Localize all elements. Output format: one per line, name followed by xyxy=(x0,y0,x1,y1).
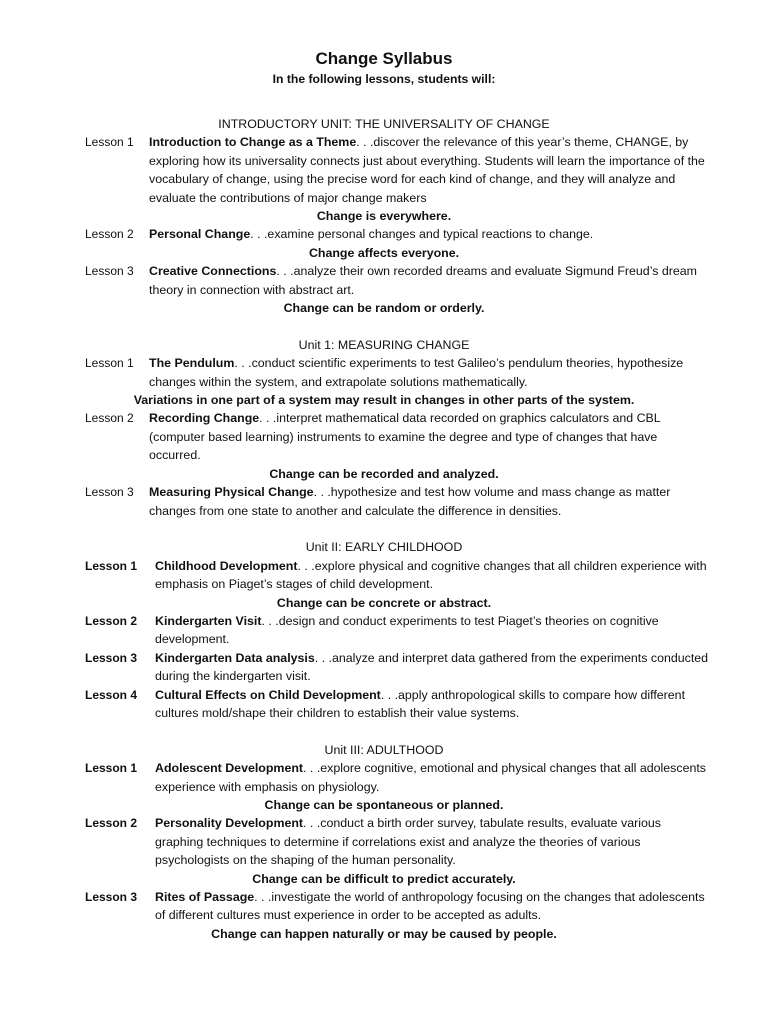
lesson-text: . . .explore cognitive, emotional and physical changes that all adolescents experience with emphasis on physiology. xyxy=(155,761,706,794)
lesson-number: Lesson 1 xyxy=(85,356,134,371)
lesson-text: . . .conduct scientific experiments to test Galileo’s pendulum theories, hypothesize changes within the system, and extrapolate solutions mathematically. xyxy=(149,356,684,389)
lesson-theme: Variations in one part of a system may result in changes in other parts of the system. xyxy=(133,393,635,408)
lesson-text: . . .hypothesize and test how volume and mass change as matter changes from one state to another and calculate the difference in densities. xyxy=(149,485,671,518)
lesson-number: Lesson 2 xyxy=(85,411,134,426)
lesson-title: Kindergarten Visit xyxy=(155,613,262,628)
lesson-description xyxy=(155,814,709,869)
lesson-number: Lesson 2 xyxy=(85,613,138,628)
unit-introductory xyxy=(0,115,768,317)
lesson-description xyxy=(149,225,709,243)
lesson-number: Lesson 3 xyxy=(85,650,138,665)
lesson-item xyxy=(0,649,768,686)
lesson-text: . . .discover the relevance of this year’s theme, CHANGE, by exploring how its universality connects just about everything. Students will learn the importance of the vocabulary of change, using the precise word for each kind of change, and they will analyze and evaluate the contributions of major change makers xyxy=(149,135,705,205)
lesson-theme: Change can be spontaneous or planned. xyxy=(264,797,504,812)
lesson-description xyxy=(155,686,709,723)
lesson-title: Personal Change xyxy=(149,227,251,242)
lesson-theme: Change can be concrete or abstract. xyxy=(276,595,492,610)
lesson-number: Lesson 1 xyxy=(85,761,138,776)
lesson-theme: Change affects everyone. xyxy=(308,245,460,260)
lesson-text: . . .investigate the world of anthropology focusing on the changes that adolescents of different cultures must experience in order to be accepted as adults. xyxy=(155,890,705,923)
unit-2 xyxy=(0,538,768,722)
lesson-number: Lesson 3 xyxy=(85,485,134,500)
unit-heading: INTRODUCTORY UNIT: THE UNIVERSALITY OF CHANGE xyxy=(218,117,550,131)
unit-spacer xyxy=(0,317,768,335)
lesson-title: Childhood Development xyxy=(155,558,298,573)
unit-heading: Unit III: ADULTHOOD xyxy=(324,742,444,757)
lesson-description xyxy=(149,133,709,207)
lesson-text: . . .interpret mathematical data recorded on graphics calculators and CBL (computer based learning) instruments to examine the degree and type of changes that have occurred. xyxy=(149,411,661,463)
lesson-description xyxy=(155,557,709,594)
unit-3 xyxy=(0,741,768,943)
unit-heading: Unit 1: MEASURING CHANGE xyxy=(298,337,470,352)
lesson-item xyxy=(0,557,768,594)
lesson-theme: Change can be random or orderly. xyxy=(283,301,485,316)
lesson-title: Creative Connections xyxy=(149,264,277,279)
lesson-item xyxy=(0,612,768,649)
lesson-text: . . .analyze their own recorded dreams and evaluate Sigmund Freud’s dream theory in connection with abstract art. xyxy=(149,264,697,297)
lesson-theme: Change is everywhere. xyxy=(316,209,452,224)
lesson-title: Recording Change xyxy=(149,411,260,426)
lesson-item xyxy=(0,686,768,723)
lesson-title: Measuring Physical Change xyxy=(149,485,314,500)
lesson-item xyxy=(0,888,768,925)
lesson-item xyxy=(0,133,768,207)
lesson-item xyxy=(0,483,768,520)
lesson-number: Lesson 3 xyxy=(85,264,134,279)
lesson-text: . . .conduct a birth order survey, tabulate results, evaluate various graphing techniques to determine if correlations exist and analyze the theories of various psychologists on the shaping of the human personality. xyxy=(155,816,661,868)
lesson-description xyxy=(155,888,709,925)
lesson-description xyxy=(155,649,709,686)
lesson-theme: Change can be recorded and analyzed. xyxy=(269,466,499,481)
lesson-item xyxy=(0,759,768,796)
unit-heading: Unit II: EARLY CHILDHOOD xyxy=(305,540,463,555)
lesson-number: Lesson 1 xyxy=(85,558,138,573)
lesson-title: The Pendulum xyxy=(149,356,235,371)
lesson-title: Cultural Effects on Child Development xyxy=(155,687,381,702)
lesson-title: Kindergarten Data analysis xyxy=(155,650,315,665)
lesson-number: Lesson 3 xyxy=(85,890,138,905)
lesson-description xyxy=(149,354,709,391)
lesson-item xyxy=(0,354,768,391)
lesson-item xyxy=(0,225,768,243)
lesson-number: Lesson 1 xyxy=(85,135,134,150)
lesson-title: Adolescent Development xyxy=(155,761,304,776)
page-subtitle: In the following lessons, students will: xyxy=(272,72,496,86)
lesson-number: Lesson 2 xyxy=(85,227,134,242)
lesson-title: Rites of Passage xyxy=(155,890,255,905)
lesson-number: Lesson 2 xyxy=(85,816,138,831)
lesson-text: . . .design and conduct experiments to test Piaget’s theories on cognitive development. xyxy=(155,613,659,647)
lesson-item xyxy=(0,814,768,869)
lesson-description xyxy=(149,483,709,520)
lesson-title: Introduction to Change as a Theme xyxy=(149,135,357,150)
syllabus-content xyxy=(0,115,768,943)
lesson-theme: Change can happen naturally or may be caused by people. xyxy=(211,926,557,941)
lesson-title: Personality Development xyxy=(155,816,304,831)
lesson-item xyxy=(0,409,768,464)
lesson-text: . . .apply anthropological skills to compare how different cultures mold/shape their children to establish their value systems. xyxy=(155,687,686,720)
unit-1 xyxy=(0,336,768,520)
unit-spacer xyxy=(0,722,768,740)
lesson-description xyxy=(155,759,709,796)
page-title: Change Syllabus xyxy=(315,49,453,68)
lesson-item xyxy=(0,262,768,299)
lesson-theme: Change can be difficult to predict accurately. xyxy=(252,871,516,886)
lesson-description xyxy=(155,612,709,649)
lesson-text: . . .examine personal changes and typical reactions to change. xyxy=(250,227,594,242)
lesson-description xyxy=(149,262,709,299)
lesson-text: . . .explore physical and cognitive changes that all children experience with emphasis on Piaget’s stages of child development. xyxy=(155,558,707,592)
lesson-description xyxy=(149,409,709,464)
lesson-text: . . .analyze and interpret data gathered from the experiments conducted during the kindergarten visit. xyxy=(155,650,709,684)
lesson-number: Lesson 4 xyxy=(85,687,138,702)
unit-spacer xyxy=(0,520,768,538)
